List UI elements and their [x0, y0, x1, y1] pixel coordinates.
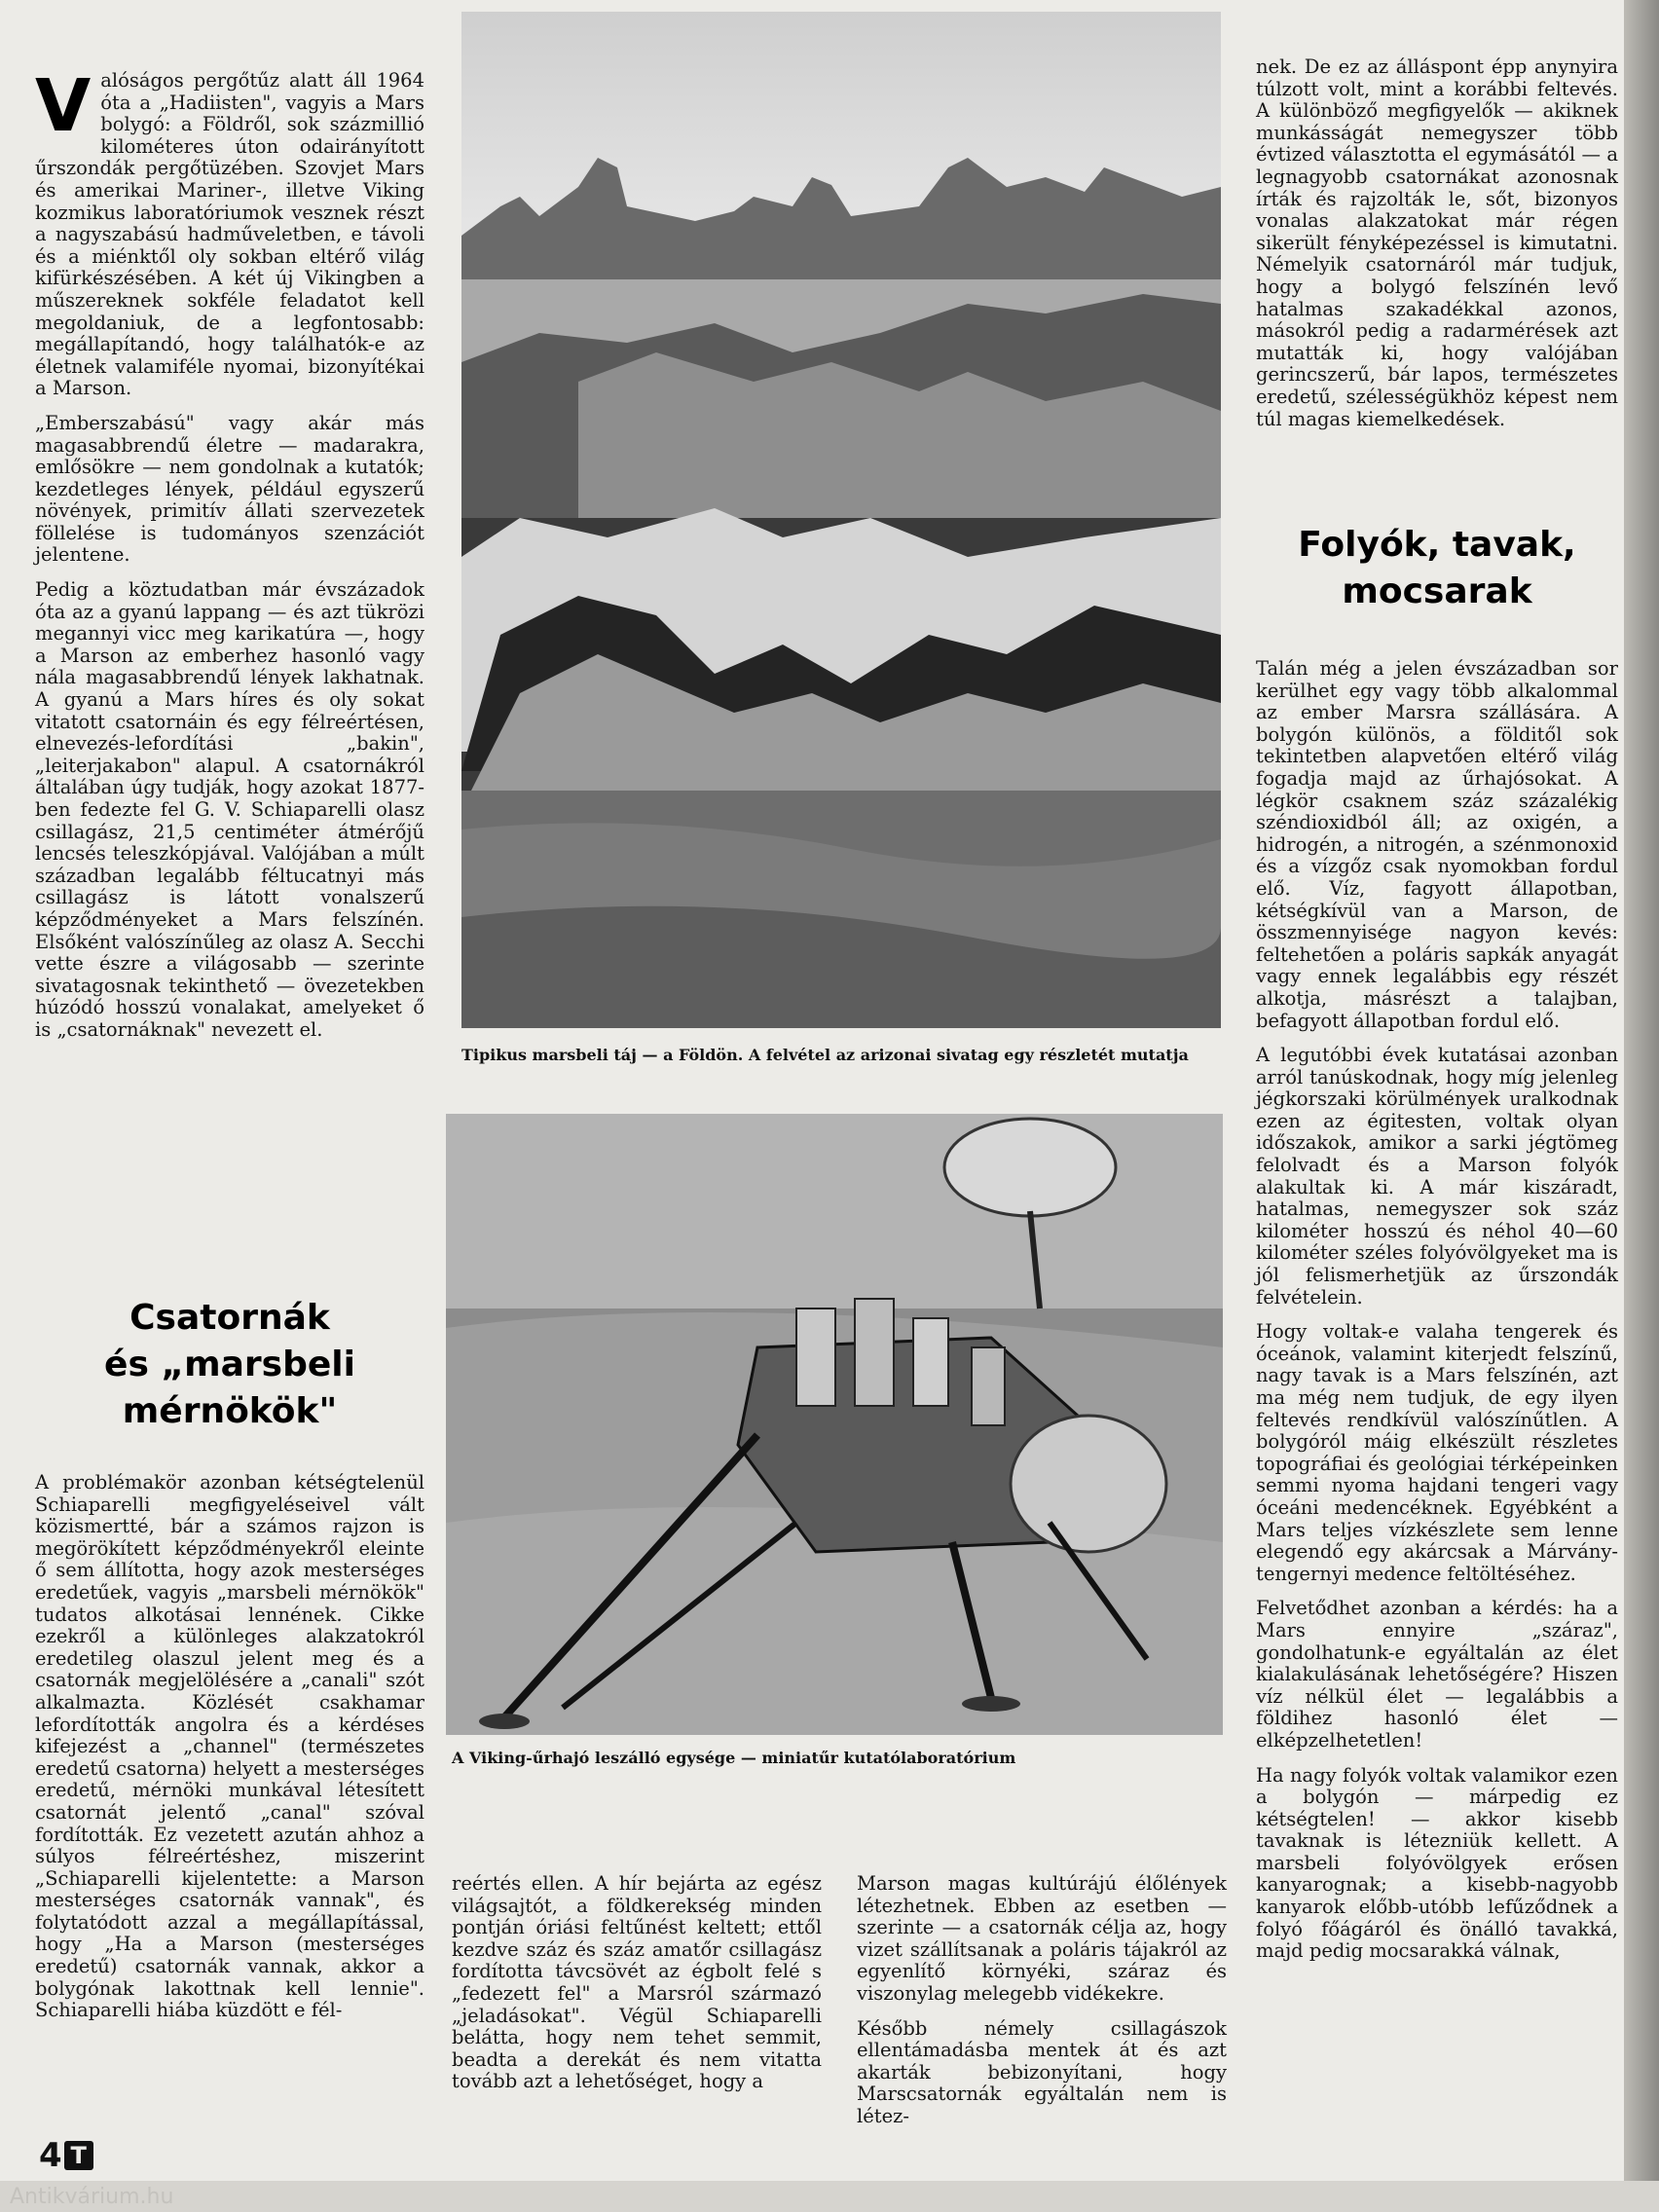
article-column-2: [452, 1873, 822, 2106]
section-heading-rivers: Folyók, tavak, mocsarak: [1298, 525, 1576, 611]
paragraph: A problémakör azonban kétségtelenül Schiaparelli megfigyeléseivel vált közismertté, bár a számos rajzon is megörökített képződményekről eleinte ő sem állította, hogy azok mesterséges eredetűek, vagyis „marsbeli mérnökök" tudatos alkotásai lennének. Cikke ezekről a különleges alakzatokról eredetileg olaszul jelent meg és a csatornák megjelölésére a „canali" szót alkalmazta. Közlését csakhamar lefordították angolra és a kérdéses kifejezést a „channel" (természetes eredetű csatorna) helyett a mesterséges eredetű, mérnöki munkával létesített csatornát jelentő „canal" szóval fordították. Ez vezetett azután ahhoz a súlyos félreértéshez, miszerint „Schiaparelli kijelentette: a Marson mesterséges csatornák vannak", és folytatódott azzal a megállapítással, hogy „Ha a Marson (mesterséges eredetű) csatornák vannak, akkor a bolygónak lakottnak kell lennie". Schiaparelli hiába küzdött e fél-: [35, 1471, 424, 2022]
article-column-4-lower: [1256, 658, 1618, 1975]
paragraph: A legutóbbi évek kutatásai azonban arról tanúskodnak, hogy míg jelenleg jégkorszaki körülmények uralkodnak ezen az égitesten, voltak olyan időszakok, amikor a sarki jégtömeg felolvadt és a Marson folyók alakultak ki. A már kiszáradt, hatalmas, nemegyszer sok száz kilométer hosszú és néhol 40—60 kilométer széles folyóvölgyeket ma is jól felismerhetjük az űrszondák felvételein.: [1256, 1044, 1618, 1309]
section-heading-canals: Csatornák és „marsbeli mérnökök": [104, 1298, 355, 1431]
article-column-3: [857, 1873, 1227, 2141]
paragraph: Hogy voltak-e valaha tengerek és óceánok, valamint kiterjedt felszínű, nagy tavak is a Mars felszínén, azt ma még nem tudjuk, de egy ilyen feltevés rendkívül valószínűtlen. A bolygóról máig elkészült részletes topográfiai és geológiai térképeinken semmi nyoma hajdani tengeri vagy óceáni medencéknek. Egyébként a Mars teljes vízkészlete sem lenne elegendő egy akárcsak a Márvány-tengernyi medence feltöltéséhez.: [1256, 1320, 1618, 1585]
article-column-1: [35, 64, 424, 1054]
paragraph: Pedig a köztudatban már évszázadok óta az a gyanú lappang — és azt tükrözi megannyi vicc meg karikatúra —, hogy a Marson az emberhez hasonló vagy nála magasabbrendű lények lakhatnak. A gyanú a Mars híres és oly sokat vitatott csatornáin és egy félreértésen, elnevezés-lefordítási „bakin", „leiterjakabon" alapul. A csatornákról általában úgy tudják, hogy azokat 1877-ben fedezte fel G. V. Schiaparelli olasz csillagász, 21,5 centiméter átmérőjű lencsés teleszkópjával. Valójában a múlt században legalább féltucatnyi más csillagász is látott vonalszerű képződményeket a Mars felszínén. Elsőként valószínűleg az olasz A. Secchi vette észre a világosabb — szerinte sivatagosnak tekinthető — övezetekben húzódó hosszú vonalakat, amelyeket ő is „csatornáknak" nevezett el.: [35, 578, 424, 1041]
magazine-logo-icon: T: [64, 2141, 93, 2170]
paragraph: Ha nagy folyók voltak valamikor ezen a bolygón — márpedig ez kétségtelen! — akkor kisebb tavaknak is létezniük kellett. A marsbeli folyóvölgyek erősen kanyarognak; a kisebb-nagyobb kanyarok előbb-utóbb lefűződnek a folyó főágáról és önálló tavakká, majd pedig mocsarakká válnak,: [1256, 1763, 1618, 1963]
paragraph: Talán még a jelen évszázadban sor kerülhet egy vagy több alkalommal az ember Marsra szállására. A bolygón különös, a földitől sok tekintetben alapvetően eltérő világ fogadja majd az űrhajósokat. A légkör csaknem száz százalékig széndioxidból áll; az oxigén, a hidrogén, a nitrogén, a szénmonoxid és a vízgőz csak nyomokban fordul elő. Víz, fagyott állapotban, kétségkívül van a Marson, de összmennyisége nagyon kevés: feltehetően a poláris sapkák anyagát vagy ennek legalábbis egy részét alkotja, másrészt a talajban, befagyott állapotban fordul elő.: [1256, 657, 1618, 1032]
viking-lander-image: [446, 1114, 1223, 1735]
desert-landscape-image: [461, 12, 1221, 1028]
paragraph: Később némely csillagászok ellentámadásba mentek át és azt akarták bebizonyítani, hogy Marscsatornák egyáltalán nem is létez-: [857, 2016, 1227, 2127]
desert-photo-caption: Tipikus marsbeli táj — a Földön. A felvétel az arizonai sivatag egy részletét mutatja: [461, 1046, 1189, 1064]
desert-landscape-photo: [461, 12, 1221, 1028]
page-bottom-edge: [0, 2181, 1659, 2212]
article-column-4: [1256, 56, 1618, 443]
viking-lander-photo: [446, 1114, 1223, 1735]
page-edge-shadow: [1624, 0, 1659, 2212]
intro-paragraph: Valóságos pergőtűz alatt áll 1964 óta a „Hadiisten", vagyis a Mars bolygó: a Földről, sok százmillió kilométeres úton odairányított űrszondák pergőtüzében. Szovjet Mars és amerikai Mariner-, illetve Viking kozmikus laboratóriumok vesznek részt a nagyszabású hadműveletben, e távoli és a miénktől oly sokban eltérő világ kifürkészésében. A két új Vikingben a műszereknek sokféle feladatot kell megoldaniuk, de a legfontosabb: megállapítandó, hogy találhatók-e az életnek valamiféle nyomai, bizonyítékai a Marson.: [35, 64, 424, 400]
paragraph: nek. De ez az álláspont épp anynyira túlzott volt, mint a korábbi feltevés. A különböző megfigyelők — akiknek munkásságát nemegyszer több évtized választotta el egymásától — a legnagyobb csatornákat azonosnak írták és rajzolták le, sőt, bizonyos vonalas alakzatokat már régen sikerült fényképezéssel is kimutatni. Némelyik csatornáról már tudjuk, hogy a bolygó felszínén levő hatalmas szakadékkal azonos, másokról pedig a radarmérések azt mutatták ki, hogy valójában gerincszerű, bár lapos, természetes eredetű, szélességükhöz képest nem túl magas kiemelkedések.: [1256, 55, 1618, 430]
paragraph: Marson magas kultúrájú élőlények létezhetnek. Ebben az esetben — szerinte — a csatornák célja az, hogy vizet szállítsanak a poláris tájakról az egyenlítő környéki, száraz és viszonylag melegebb vidékekre.: [857, 1872, 1227, 2005]
page-number: 4 T: [39, 2136, 93, 2175]
lander-photo-caption: A Viking-űrhajó leszálló egysége — miniatűr kutatólaboratórium: [452, 1749, 1016, 1767]
article-column-1-lower: [35, 1472, 424, 2035]
paragraph: „Emberszabású" vagy akár más magasabbrendű életre — madarakra, emlősökre — nem gondolnak a kutatók; kezdetleges lények, például egyszerű növények, primitív állati szervezetek föllelése is tudományos szenzációt jelentene.: [35, 411, 424, 567]
drop-cap: V: [35, 64, 92, 148]
paragraph: reértés ellen. A hír bejárta az egész világsajtót, a földkerekség minden pontján óriási feltűnést keltett; ettől kezdve száz és száz amatőr csillagász fordította távcsövét az égbolt felé s „fedezett fel" a Marsról származó „jeladásokat". Végül Schiaparelli belátta, hogy nem tehet semmit, beadta a derekát és nem vitatta tovább azt a lehetőséget, hogy a: [452, 1872, 822, 2093]
watermark: Antikvárium.hu: [10, 2185, 174, 2209]
paragraph: Felvetődhet azonban a kérdés: ha a Mars ennyire „száraz", gondolhatunk-e egyáltalán az élet kialakulásának lehetőségére? Hiszen víz nélkül élet — legalábbis a földihez hasonló élet — elképzelhetetlen!: [1256, 1597, 1618, 1751]
